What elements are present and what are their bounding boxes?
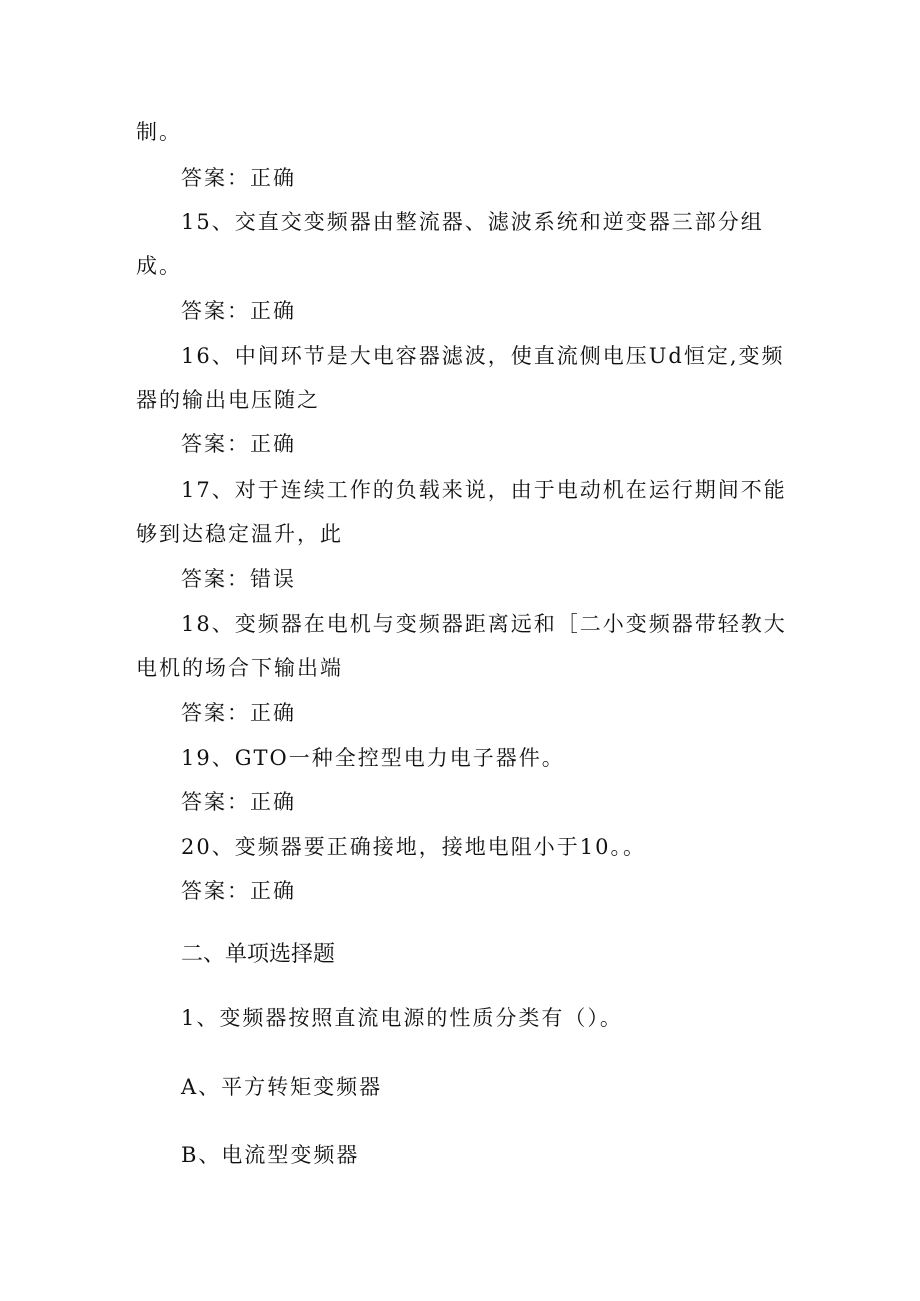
question-17: 17、对于连续工作的负载来说，由于电动机在运行期间不能 [181,478,787,502]
text-line: 电机的场合下输出端 [136,656,343,680]
option-a: A、平方转矩变频器 [181,1075,383,1099]
text-line: 够到达稳定温升，此 [136,522,343,546]
text-line: 成。 [136,254,182,278]
question-18: 18、变频器在电机与变频器距离远和［二小变频器带轻教大 [181,612,787,636]
section-heading: 二、单项选择题 [181,942,336,967]
answer-line: 答案：正确 [181,166,296,190]
question-19: 19、GTO一种全控型电力电子器件。 [181,746,565,770]
text-line: 制。 [136,120,182,144]
text-line: 器的输出电压随之 [136,388,320,412]
answer-line: 答案：错误 [181,567,296,591]
answer-line: 答案：正确 [181,701,296,725]
question-16: 16、中间环节是大电容器滤波，使直流侧电压Ud恒定,变频 [181,344,785,368]
answer-line: 答案：正确 [181,790,296,814]
question-item: 1、变频器按照直流电源的性质分类有（）。 [181,1006,623,1030]
answer-line: 答案：正确 [181,879,296,903]
answer-line: 答案：正确 [181,432,296,456]
option-b: B、电流型变频器 [181,1143,360,1167]
question-20: 20、变频器要正确接地，接地电阻小于10。。 [181,835,646,859]
answer-line: 答案：正确 [181,299,296,323]
question-15: 15、交直交变频器由整流器、滤波系统和逆变器三部分组 [181,210,764,234]
